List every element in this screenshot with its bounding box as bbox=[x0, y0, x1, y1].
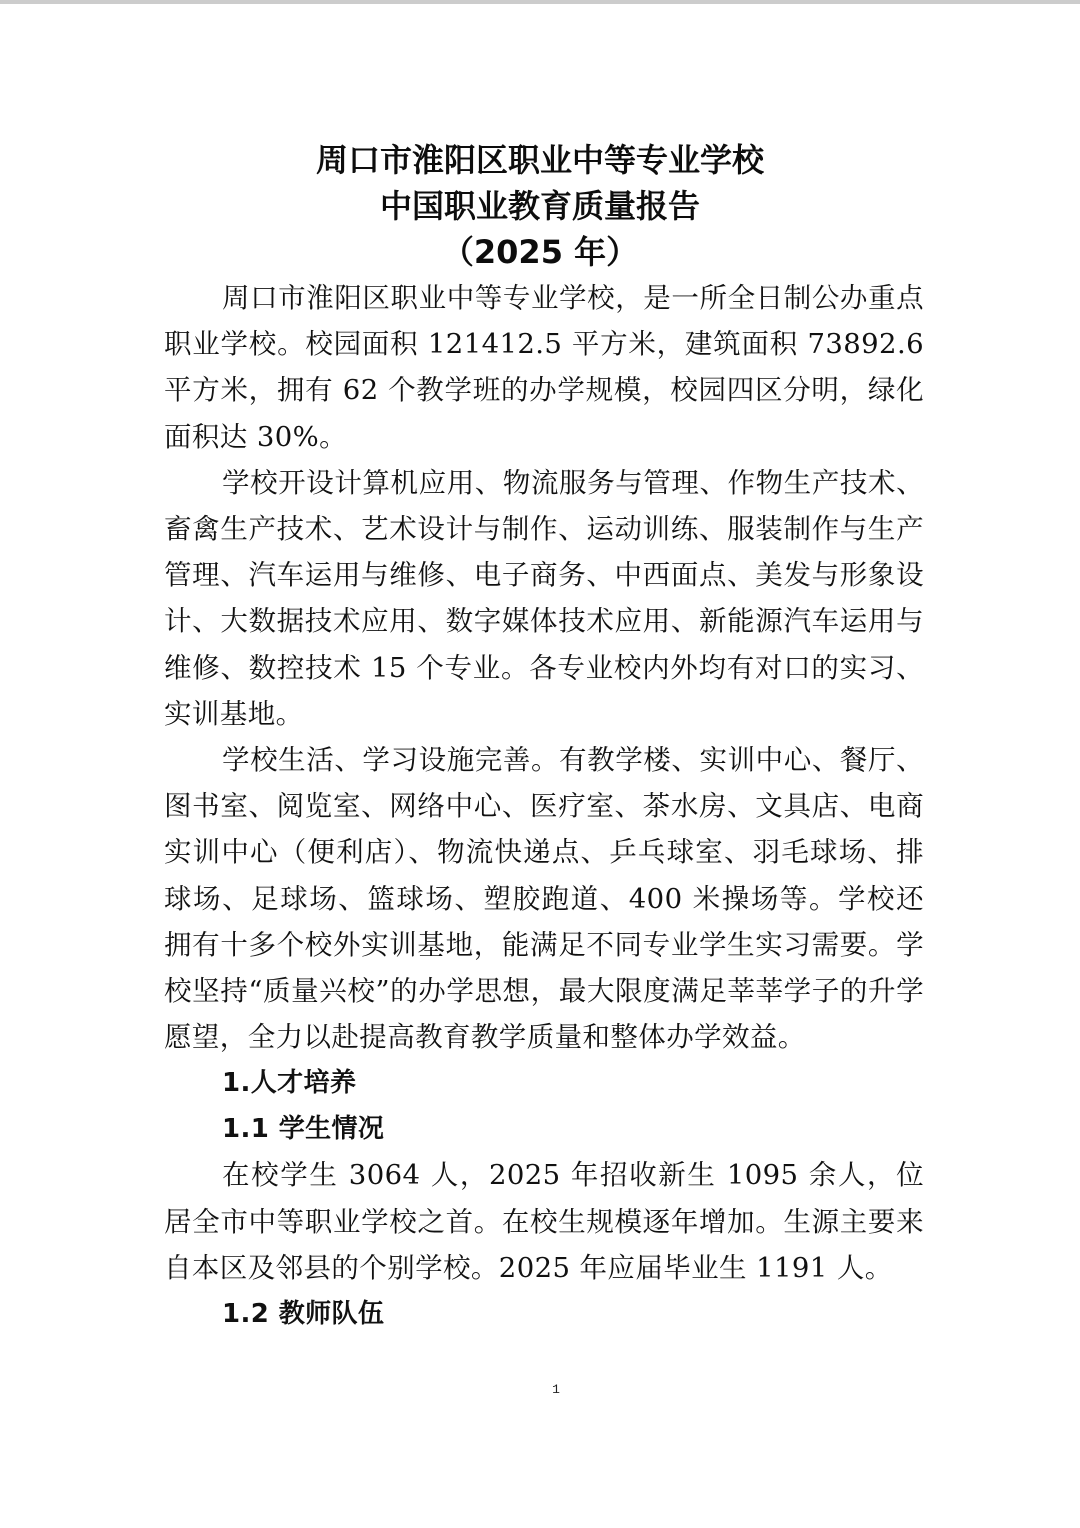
document-title-year: （2025 年） bbox=[441, 233, 639, 271]
page-number: 1 bbox=[552, 1382, 560, 1397]
paragraph-students: 在校学生 3064 人，2025 年招收新生 1095 余人，位居全市中等职业学校之首。在校生规模逐年增加。生源主要来自本区及邻县的个别学校。2025 年应届毕业生 1191 人。 bbox=[164, 1159, 924, 1284]
document-body bbox=[164, 275, 924, 1337]
subsection-heading-students: 1.1 学生情况 bbox=[222, 1114, 385, 1145]
document-title-report: 中国职业教育质量报告 bbox=[379, 187, 700, 225]
viewer-top-bar bbox=[0, 0, 1080, 4]
paragraph-school-intro: 周口市淮阳区职业中等专业学校，是一所全日制公办重点职业学校。校园面积 121412.5 平方米，建筑面积 73892.6 平方米，拥有 62 个教学班的办学规模，校园四区分明，绿化面积达 30%。 bbox=[164, 282, 924, 453]
document-title-school: 周口市淮阳区职业中等专业学校 bbox=[315, 141, 764, 179]
paragraph-majors: 学校开设计算机应用、物流服务与管理、作物生产技术、畜禽生产技术、艺术设计与制作、运动训练、服装制作与生产管理、汽车运用与维修、电子商务、中西面点、美发与形象设计、大数据技术应用、数字媒体技术应用、新能源汽车运用与维修、数控技术 15 个专业。各专业校内外均有对口的实习、实训基地。 bbox=[164, 466, 924, 730]
section-heading-talent-cultivation: 1.人才培养 bbox=[222, 1068, 357, 1099]
paragraph-facilities: 学校生活、学习设施完善。有教学楼、实训中心、餐厅、图书室、阅览室、网络中心、医疗室、茶水房、文具店、电商实训中心（便利店）、物流快递点、乒乓球室、羽毛球场、排球场、足球场、篮球场、塑胶跑道、400 米操场等。学校还拥有十多个校外实训基地，能满足不同专业学生实习需要。学校坚持“质量兴校”的办学思想，最大限度满足莘莘学子的升学愿望，全力以赴提高教育教学质量和整体办学效益。 bbox=[164, 744, 924, 1054]
subsection-heading-teachers: 1.2 教师队伍 bbox=[222, 1299, 385, 1330]
